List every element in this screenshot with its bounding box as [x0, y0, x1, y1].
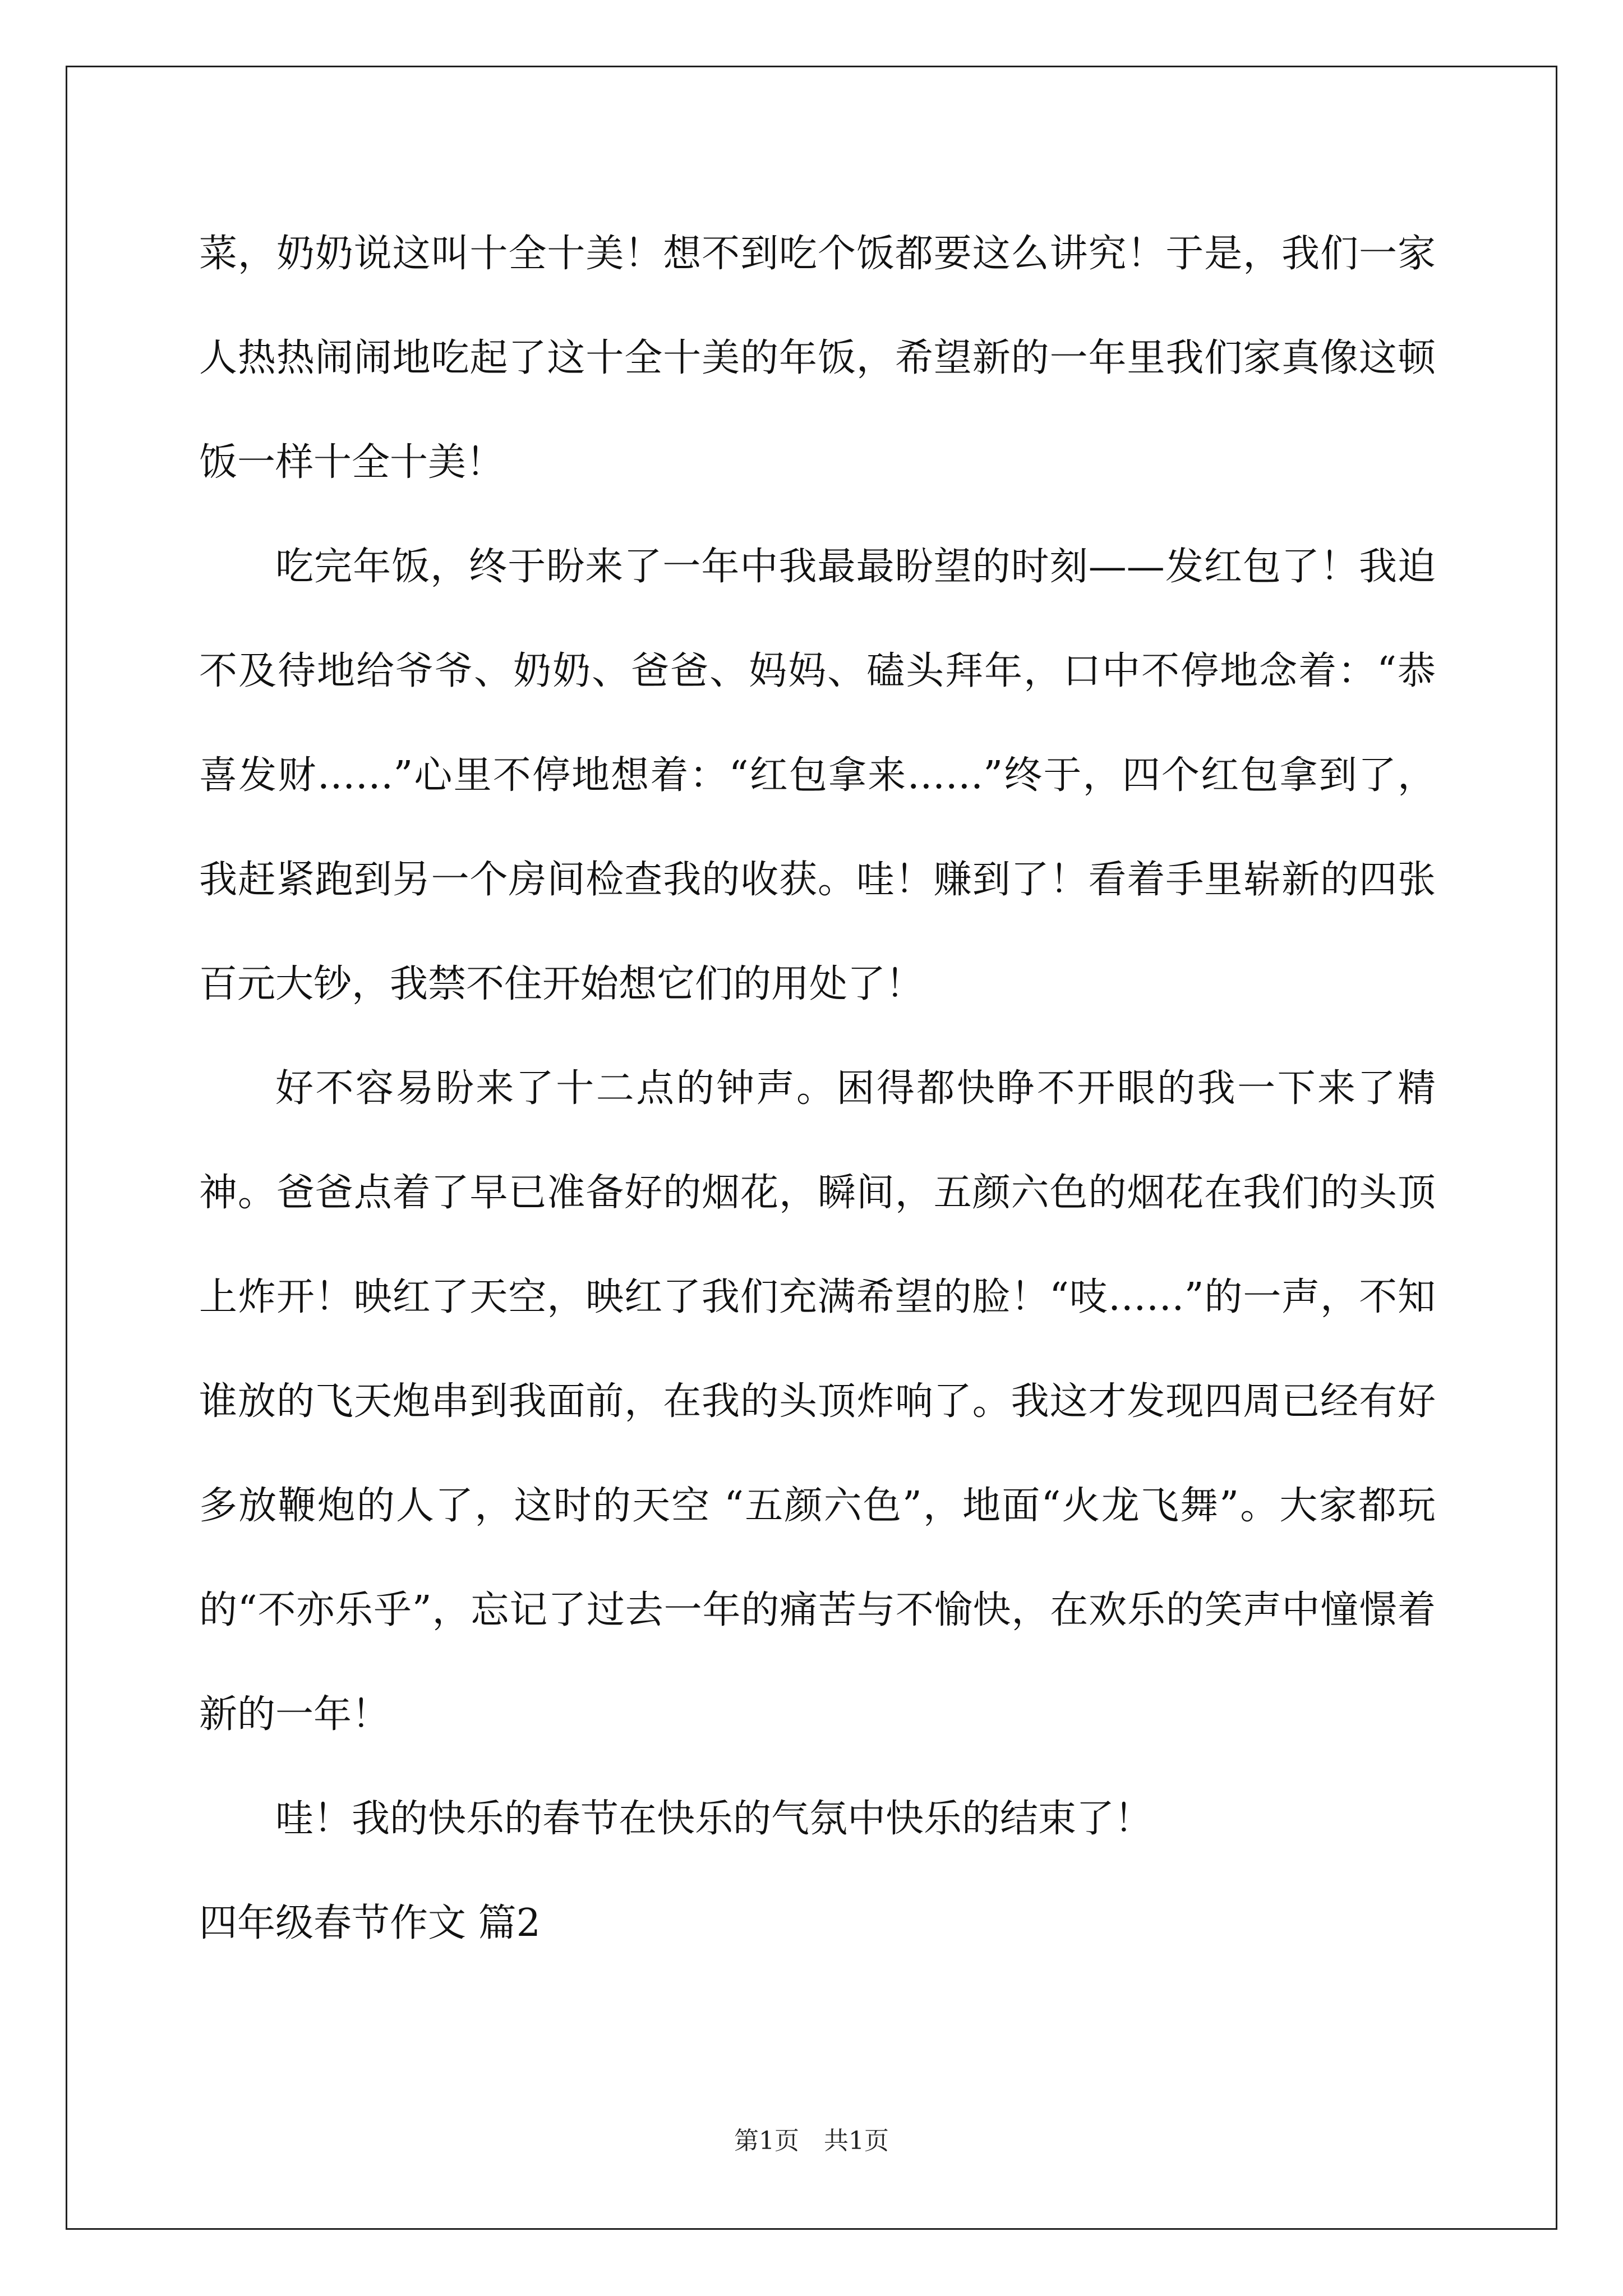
paragraph-fireworks: 好不容易盼来了十二点的钟声。困得都快睁不开眼的我一下来了精神。爸爸点着了早已准备好的烟花，瞬间，五颜六色的烟花在我们的头顶上炸开！映红了天空，映红了我们充满希望的脸！“吱……”的一声，不知谁放的飞天炮串到我面前，在我的头顶炸响了。我这才发现四周已经有好多放鞭炮的人了，这时的天空 “五颜六色”，地面“火龙飞舞”。大家都玩的“不亦乐乎”，忘记了过去一年的痛苦与不愉快，在欢乐的笑声中憧憬着新的一年！: [199, 1066, 1436, 1737]
section-heading: 四年级春节作文 篇2: [199, 1901, 541, 1945]
document-body: [199, 202, 1436, 1976]
paragraph-red-envelope: 吃完年饭，终于盼来了一年中我最最盼望的时刻——发红包了！我迫不及待地给爷爷、奶奶、爸爸、妈妈、磕头拜年，口中不停地念着：“恭喜发财……”心里不停地想着：“红包拿来……”终于，四个红包拿到了，我赶紧跑到另一个房间检查我的收获。哇！赚到了！看着手里崭新的四张百元大钞，我禁不住开始想它们的用处了！: [199, 545, 1436, 1006]
paragraph-continuation: 菜，奶奶说这叫十全十美！想不到吃个饭都要这么讲究！于是，我们一家人热热闹闹地吃起了这十全十美的年饭，希望新的一年里我们家真像这顿饭一样十全十美！: [199, 232, 1436, 485]
page-footer: 第1页 共1页: [734, 2127, 889, 2155]
paragraph-ending: 哇！我的快乐的春节在快乐的气氛中快乐的结束了！: [275, 1797, 1153, 1841]
